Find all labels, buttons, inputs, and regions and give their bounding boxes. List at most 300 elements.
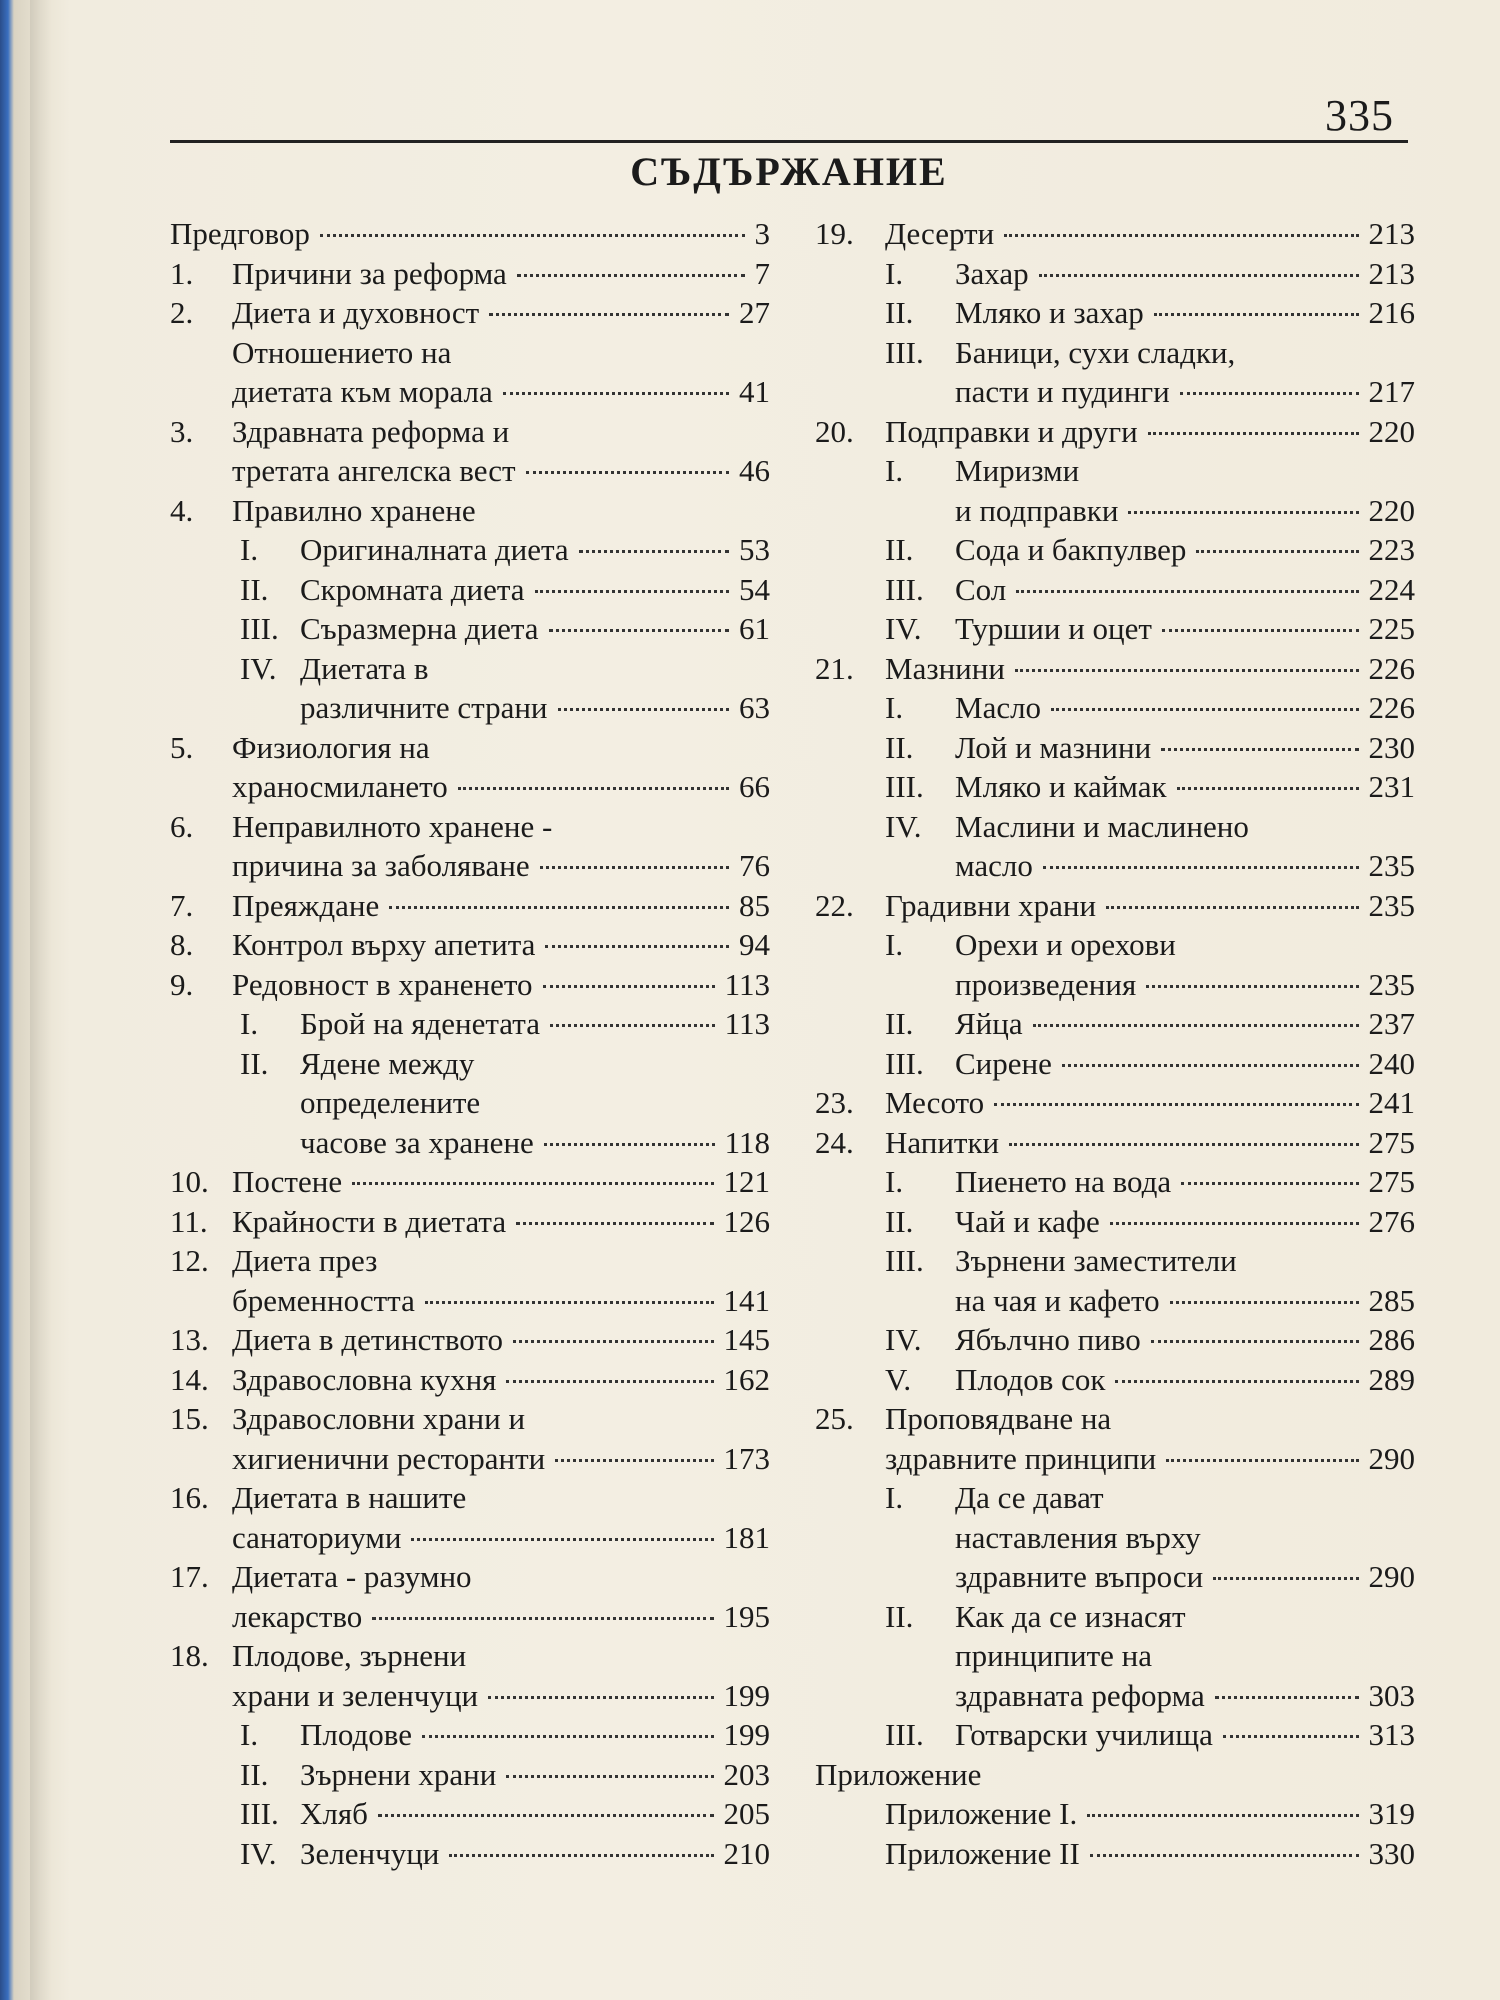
toc-dot-leader (1043, 866, 1359, 869)
toc-page-number: 217 (1368, 374, 1415, 409)
toc-dot-leader (1161, 748, 1358, 751)
toc-page-number: 3 (754, 216, 770, 251)
toc-chapter-number: 1. (170, 255, 194, 291)
toc-entry (170, 965, 770, 1005)
toc-chapter-number: 6. (170, 808, 194, 844)
toc-section-numeral: I. (885, 927, 904, 962)
toc-entry (170, 570, 770, 610)
toc-dot-leader (1146, 985, 1358, 988)
toc-title-line: Диетата в нашите (232, 1480, 467, 1515)
toc-dot-leader (458, 787, 729, 790)
toc-entry (170, 1715, 770, 1755)
toc-dot-leader (1051, 708, 1358, 711)
toc-dot-leader (535, 590, 729, 593)
toc-title-line: различните страни (300, 690, 548, 725)
toc-title-line: Да се дават (955, 1480, 1104, 1515)
toc-title-line: Миризми (955, 453, 1080, 488)
toc-dot-leader (555, 1459, 713, 1462)
toc-dot-leader (1015, 669, 1359, 672)
toc-title-line: Съразмерна диета (300, 611, 539, 646)
toc-title-line: Приложение I. (885, 1796, 1078, 1831)
toc-title-line: Лой и мазнини (955, 729, 1152, 765)
toc-entry (815, 254, 1415, 294)
toc-section-numeral: I. (240, 1006, 259, 1041)
toc-title-line: Правилно хранене (232, 492, 476, 528)
toc-title-line: часове за хранене (300, 1124, 534, 1160)
toc-title-line: Постене (232, 1164, 343, 1199)
toc-entry (170, 1044, 770, 1163)
toc-title-line: на чая и кафето (955, 1282, 1160, 1318)
toc-chapter-number: 5. (170, 729, 194, 765)
toc-page-number: 231 (1368, 769, 1415, 804)
toc-title-line: Физиология на (232, 729, 430, 765)
toc-dot-leader (489, 313, 729, 316)
toc-title-line: Крайности в диетата (232, 1203, 507, 1239)
toc-title-line: Причини за реформа (232, 255, 507, 291)
toc-page-number: 224 (1368, 571, 1415, 607)
toc-dot-leader (516, 1222, 713, 1225)
toc-dot-leader (1106, 906, 1358, 909)
toc-entry (170, 1320, 770, 1360)
toc-title-line: Подправки и други (885, 413, 1138, 449)
toc-dot-leader (1062, 1064, 1359, 1067)
toc-title-line: Зърнени храни (300, 1756, 497, 1792)
toc-entry (815, 1083, 1415, 1123)
toc-title-line: Здравословни храни и (232, 1401, 526, 1436)
toc-section-numeral: III. (885, 1243, 924, 1278)
toc-dot-leader (411, 1538, 713, 1541)
toc-title-line: Сода и бакпулвер (955, 532, 1187, 567)
toc-section-numeral: II. (885, 1006, 914, 1041)
toc-title-line: санаториуми (232, 1519, 402, 1555)
toc-section-numeral: II. (885, 532, 914, 567)
toc-page-number: 286 (1368, 1322, 1415, 1357)
toc-entry (170, 807, 770, 886)
toc-entry (170, 254, 770, 294)
toc-dot-leader (545, 945, 729, 948)
toc-entry (815, 807, 1415, 886)
toc-chapter-number: 13. (170, 1322, 209, 1357)
page-title: СЪДЪРЖАНИЕ (630, 149, 948, 194)
toc-section-numeral: III. (885, 1045, 924, 1081)
toc-title-line: Здравословна кухня (232, 1361, 497, 1397)
toc-dot-leader (1087, 1814, 1358, 1817)
toc-chapter-number: 2. (170, 295, 194, 330)
toc-page-number: 220 (1368, 492, 1415, 528)
toc-page-number: 223 (1368, 532, 1415, 567)
toc-page-number: 53 (739, 532, 770, 567)
toc-title-line: Градивни храни (885, 887, 1097, 923)
toc-page-number: 210 (723, 1835, 770, 1871)
toc-page-number: 285 (1368, 1282, 1415, 1318)
toc-title-line: Захар (955, 255, 1029, 291)
toc-entry (815, 214, 1415, 254)
toc-dot-leader (506, 1775, 713, 1778)
toc-title-line: Диета през (232, 1243, 378, 1278)
toc-entry (815, 1478, 1415, 1597)
toc-section-numeral: II. (885, 1203, 914, 1239)
toc-entry (815, 1794, 1415, 1834)
toc-title-line: причина за заболяване (232, 848, 530, 883)
toc-dot-leader (526, 471, 729, 474)
toc-title-line: Плодове (300, 1717, 412, 1752)
toc-title-line: здравните принципи (885, 1440, 1157, 1476)
toc-title-line: бременността (232, 1282, 415, 1318)
toc-section-numeral: III. (885, 1717, 924, 1752)
toc-chapter-number: 10. (170, 1164, 209, 1199)
toc-page-number: 199 (723, 1677, 770, 1713)
toc-entry (170, 1794, 770, 1834)
toc-page-number: 303 (1368, 1677, 1415, 1713)
toc-chapter-number: 21. (815, 650, 854, 686)
toc-dot-leader (1033, 1024, 1359, 1027)
toc-page-number: 230 (1368, 729, 1415, 765)
toc-page-number: 195 (723, 1598, 770, 1634)
toc-title-line: храни и зеленчуци (232, 1677, 479, 1713)
toc-entry (170, 333, 770, 412)
toc-chapter-number: 9. (170, 966, 194, 1002)
toc-section-numeral: I. (885, 1164, 904, 1199)
toc-page-number: 237 (1368, 1006, 1415, 1041)
toc-dot-leader (1196, 550, 1358, 553)
toc-dot-leader (1177, 787, 1359, 790)
book-spine-shadow (30, 0, 52, 2000)
toc-page-number: 63 (739, 690, 770, 725)
toc-dot-leader (517, 274, 745, 277)
toc-title-line: здравните въпроси (955, 1559, 1204, 1594)
toc-page-number: 27 (739, 295, 770, 330)
toc-entry (815, 728, 1415, 768)
toc-entry (815, 1123, 1415, 1163)
toc-page-number: 319 (1368, 1796, 1415, 1831)
toc-section-numeral: II. (240, 571, 269, 607)
toc-title-line: Готварски училища (955, 1717, 1213, 1752)
toc-title-line: Чай и кафе (955, 1203, 1100, 1239)
toc-page-number: 113 (724, 966, 770, 1002)
toc-page-number: 66 (739, 769, 770, 804)
toc-dot-leader (1166, 1459, 1358, 1462)
toc-entry (815, 1755, 1415, 1795)
toc-dot-leader (372, 1617, 713, 1620)
toc-chapter-number: 8. (170, 927, 194, 962)
toc-entry (170, 1557, 770, 1636)
toc-section-numeral: I. (885, 453, 904, 488)
toc-entry (170, 1360, 770, 1400)
toc-entry (815, 1597, 1415, 1716)
toc-page-number: 241 (1368, 1085, 1415, 1120)
toc-page-number: 46 (739, 453, 770, 488)
toc-chapter-number: 25. (815, 1401, 854, 1436)
toc-chapter-number: 4. (170, 492, 194, 528)
toc-dot-leader (1110, 1222, 1359, 1225)
toc-entry (170, 728, 770, 807)
toc-section-numeral: IV. (885, 808, 922, 844)
toc-section-numeral: I. (240, 532, 259, 567)
toc-page-number: 94 (739, 927, 770, 962)
toc-page-number: 220 (1368, 413, 1415, 449)
toc-title-line: принципите на (955, 1638, 1153, 1673)
toc-entry (170, 1004, 770, 1044)
toc-dot-leader (549, 629, 729, 632)
toc-page-number: 216 (1368, 295, 1415, 330)
toc-title-line: третата ангелска вест (232, 453, 516, 488)
toc-chapter-number: 23. (815, 1085, 854, 1120)
toc-dot-leader (540, 866, 729, 869)
toc-entry (815, 1360, 1415, 1400)
toc-page-number: 118 (724, 1124, 770, 1160)
toc-dot-leader (1090, 1854, 1359, 1857)
toc-title-line: Орехи и орехови (955, 927, 1176, 962)
toc-title-line: Неправилното хранене - (232, 808, 553, 844)
toc-entry (170, 491, 770, 531)
toc-title-line: Хляб (300, 1796, 368, 1831)
toc-dot-leader (1162, 629, 1359, 632)
toc-chapter-number: 18. (170, 1638, 209, 1673)
toc-entry (170, 1636, 770, 1715)
toc-entry (815, 1202, 1415, 1242)
toc-page-number: 54 (739, 571, 770, 607)
toc-title-line: Баници, сухи сладки, (955, 334, 1236, 370)
toc-title-line: Приложение (815, 1756, 982, 1792)
toc-title-line: храносмилането (232, 769, 448, 804)
toc-dot-leader (320, 234, 745, 237)
toc-title-line: Яйца (955, 1006, 1023, 1041)
toc-page-number: 213 (1368, 216, 1415, 251)
toc-entry (815, 649, 1415, 689)
toc-entry (170, 1755, 770, 1795)
toc-dot-leader (1151, 1340, 1359, 1343)
toc-dot-leader (1115, 1380, 1358, 1383)
toc-title-line: Плодов сок (955, 1361, 1106, 1397)
toc-entry (815, 1241, 1415, 1320)
toc-page-number: 235 (1368, 966, 1415, 1002)
toc-section-numeral: IV. (885, 1322, 922, 1357)
toc-page-number: 76 (739, 848, 770, 883)
toc-dot-leader (1180, 392, 1359, 395)
toc-title-line: и подправки (955, 492, 1119, 528)
toc-title-line: Пиенето на вода (955, 1164, 1172, 1199)
toc-title-line: наставления върху (955, 1519, 1201, 1555)
toc-title-line: Мляко и захар (955, 295, 1144, 330)
toc-section-numeral: III. (885, 334, 924, 370)
toc-dot-leader (1009, 1143, 1358, 1146)
toc-entry (815, 412, 1415, 452)
toc-section-numeral: II. (240, 1756, 269, 1792)
toc-title-line: Оригиналната диета (300, 532, 569, 567)
toc-entry (815, 688, 1415, 728)
toc-title-line: Плодове, зърнени (232, 1638, 467, 1673)
toc-dot-leader (1148, 432, 1359, 435)
toc-page-number: 330 (1368, 1835, 1415, 1871)
toc-page-number: 225 (1368, 611, 1415, 646)
toc-dot-leader (544, 1143, 715, 1146)
toc-title-line: Ядене между (300, 1045, 475, 1081)
toc-entry (170, 1162, 770, 1202)
toc-title-line: Приложение II (885, 1835, 1080, 1871)
toc-page-number: 61 (739, 611, 770, 646)
toc-page-number: 226 (1368, 690, 1415, 725)
toc-dot-leader (352, 1182, 713, 1185)
toc-entry (170, 412, 770, 491)
toc-chapter-number: 19. (815, 216, 854, 251)
toc-chapter-number: 14. (170, 1361, 209, 1397)
toc-dot-leader (378, 1814, 714, 1817)
toc-entry (170, 293, 770, 333)
toc-dot-leader (1223, 1735, 1359, 1738)
toc-dot-leader (1154, 313, 1359, 316)
toc-entry (815, 451, 1415, 530)
toc-dot-leader (425, 1301, 714, 1304)
toc-page-number: 7 (754, 255, 770, 291)
toc-dot-leader (1039, 274, 1359, 277)
toc-chapter-number: 17. (170, 1559, 209, 1594)
toc-dot-leader (558, 708, 729, 711)
toc-section-numeral: V. (885, 1361, 912, 1397)
toc-page-number: 205 (723, 1796, 770, 1831)
toc-page-number: 145 (723, 1322, 770, 1357)
header-rule (170, 140, 1408, 143)
toc-section-numeral: II. (885, 295, 914, 330)
toc-section-numeral: I. (885, 1480, 904, 1515)
toc-entry (815, 1399, 1415, 1478)
toc-title-line: Контрол върху апетита (232, 927, 536, 962)
toc-title-line: Скромната диета (300, 571, 525, 607)
toc-dot-leader (1170, 1301, 1359, 1304)
page-number: 335 (1325, 91, 1394, 140)
toc-dot-leader (1016, 590, 1358, 593)
toc-title-line: Как да се изнасят (955, 1598, 1186, 1634)
toc-title-line: Проповядване на (885, 1401, 1112, 1436)
toc-section-numeral: IV. (885, 611, 922, 646)
toc-page-number: 85 (739, 887, 770, 923)
toc-title-line: произведения (955, 966, 1137, 1002)
toc-dot-leader (506, 1380, 713, 1383)
toc-page-number: 181 (723, 1519, 770, 1555)
toc-page-number: 240 (1368, 1045, 1415, 1081)
toc-entry (815, 530, 1415, 570)
toc-entry (170, 1399, 770, 1478)
toc-page-number: 313 (1368, 1717, 1415, 1752)
toc-title-line: Туршии и оцет (955, 611, 1152, 646)
toc-title-line: Десерти (885, 216, 995, 251)
toc-page-number: 113 (724, 1006, 770, 1041)
toc-page-number: 226 (1368, 650, 1415, 686)
toc-entry (815, 570, 1415, 610)
toc-page-number: 276 (1368, 1203, 1415, 1239)
toc-title-line: Масло (955, 690, 1042, 725)
toc-entry (815, 293, 1415, 333)
toc-title-line: Месото (885, 1085, 985, 1120)
toc-title-line: Диета в детинството (232, 1322, 504, 1357)
toc-title-line: Зеленчуци (300, 1835, 440, 1871)
toc-title-line: Предговор (170, 216, 310, 251)
toc-entry (815, 1320, 1415, 1360)
toc-section-numeral: IV. (240, 1835, 277, 1871)
toc-dot-leader (1004, 234, 1358, 237)
toc-page-number: 41 (739, 374, 770, 409)
toc-entry (170, 609, 770, 649)
toc-section-numeral: I. (885, 690, 904, 725)
toc-page-number: 289 (1368, 1361, 1415, 1397)
toc-title-line: Мазнини (885, 650, 1005, 686)
toc-dot-leader (422, 1735, 714, 1738)
toc-section-numeral: II. (240, 1045, 269, 1081)
toc-left-column (170, 214, 770, 1873)
toc-page-number: 290 (1368, 1559, 1415, 1594)
toc-dot-leader (550, 1024, 715, 1027)
toc-title-line: Напитки (885, 1124, 1000, 1160)
toc-title-line: Брой на яденетата (300, 1006, 540, 1041)
toc-title-line: определените (300, 1085, 481, 1120)
toc-title-line: Здравната реформа и (232, 413, 510, 449)
toc-entry (815, 886, 1415, 926)
toc-page-number: 173 (723, 1440, 770, 1476)
toc-section-numeral: III. (240, 611, 279, 646)
toc-entry (815, 1004, 1415, 1044)
toc-page-number: 141 (723, 1282, 770, 1318)
toc-page-number: 203 (723, 1756, 770, 1792)
toc-title-line: Мляко и каймак (955, 769, 1167, 804)
toc-title-line: Диета и духовност (232, 295, 480, 330)
toc-page-number: 275 (1368, 1164, 1415, 1199)
toc-title-line: Диетата - разумно (232, 1559, 472, 1594)
toc-title-line: Сирене (955, 1045, 1052, 1081)
toc-entry (815, 1044, 1415, 1084)
toc-dot-leader (1128, 511, 1358, 514)
toc-chapter-number: 24. (815, 1124, 854, 1160)
toc-title-line: хигиенични ресторанти (232, 1440, 546, 1476)
toc-title-line: пасти и пудинги (955, 374, 1170, 409)
toc-entry (170, 925, 770, 965)
toc-chapter-number: 3. (170, 413, 194, 449)
toc-title-line: Зърнени заместители (955, 1243, 1237, 1278)
toc-chapter-number: 16. (170, 1480, 209, 1515)
toc-dot-leader (1181, 1182, 1358, 1185)
toc-dot-leader (543, 985, 715, 988)
toc-dot-leader (503, 392, 729, 395)
toc-title-line: Редовност в храненето (232, 966, 533, 1002)
toc-right-column (815, 214, 1415, 1873)
toc-dot-leader (513, 1340, 713, 1343)
toc-chapter-number: 22. (815, 887, 854, 923)
toc-entry (170, 214, 770, 254)
toc-section-numeral: III. (885, 571, 924, 607)
toc-section-numeral: III. (240, 1796, 279, 1831)
toc-page-number: 121 (723, 1164, 770, 1199)
toc-entry (170, 886, 770, 926)
toc-entry (170, 1241, 770, 1320)
toc-title-line: масло (955, 848, 1033, 883)
toc-entry (815, 333, 1415, 412)
toc-chapter-number: 15. (170, 1401, 209, 1436)
toc-dot-leader (488, 1696, 713, 1699)
toc-chapter-number: 11. (170, 1203, 208, 1239)
toc-dot-leader (994, 1103, 1358, 1106)
toc-section-numeral: II. (885, 1598, 914, 1634)
toc-section-numeral: II. (885, 729, 914, 765)
toc-title-line: Сол (955, 571, 1007, 607)
toc-entry (815, 1834, 1415, 1874)
toc-entry (815, 925, 1415, 1004)
toc-page-number: 235 (1368, 848, 1415, 883)
toc-entry (170, 1478, 770, 1557)
toc-dot-leader (389, 906, 729, 909)
toc-dot-leader (1213, 1577, 1358, 1580)
toc-title-line: Ябълчно пиво (955, 1322, 1141, 1357)
toc-entry (815, 1715, 1415, 1755)
toc-title-line: диетата към морала (232, 374, 493, 409)
toc-page-number: 235 (1368, 887, 1415, 923)
